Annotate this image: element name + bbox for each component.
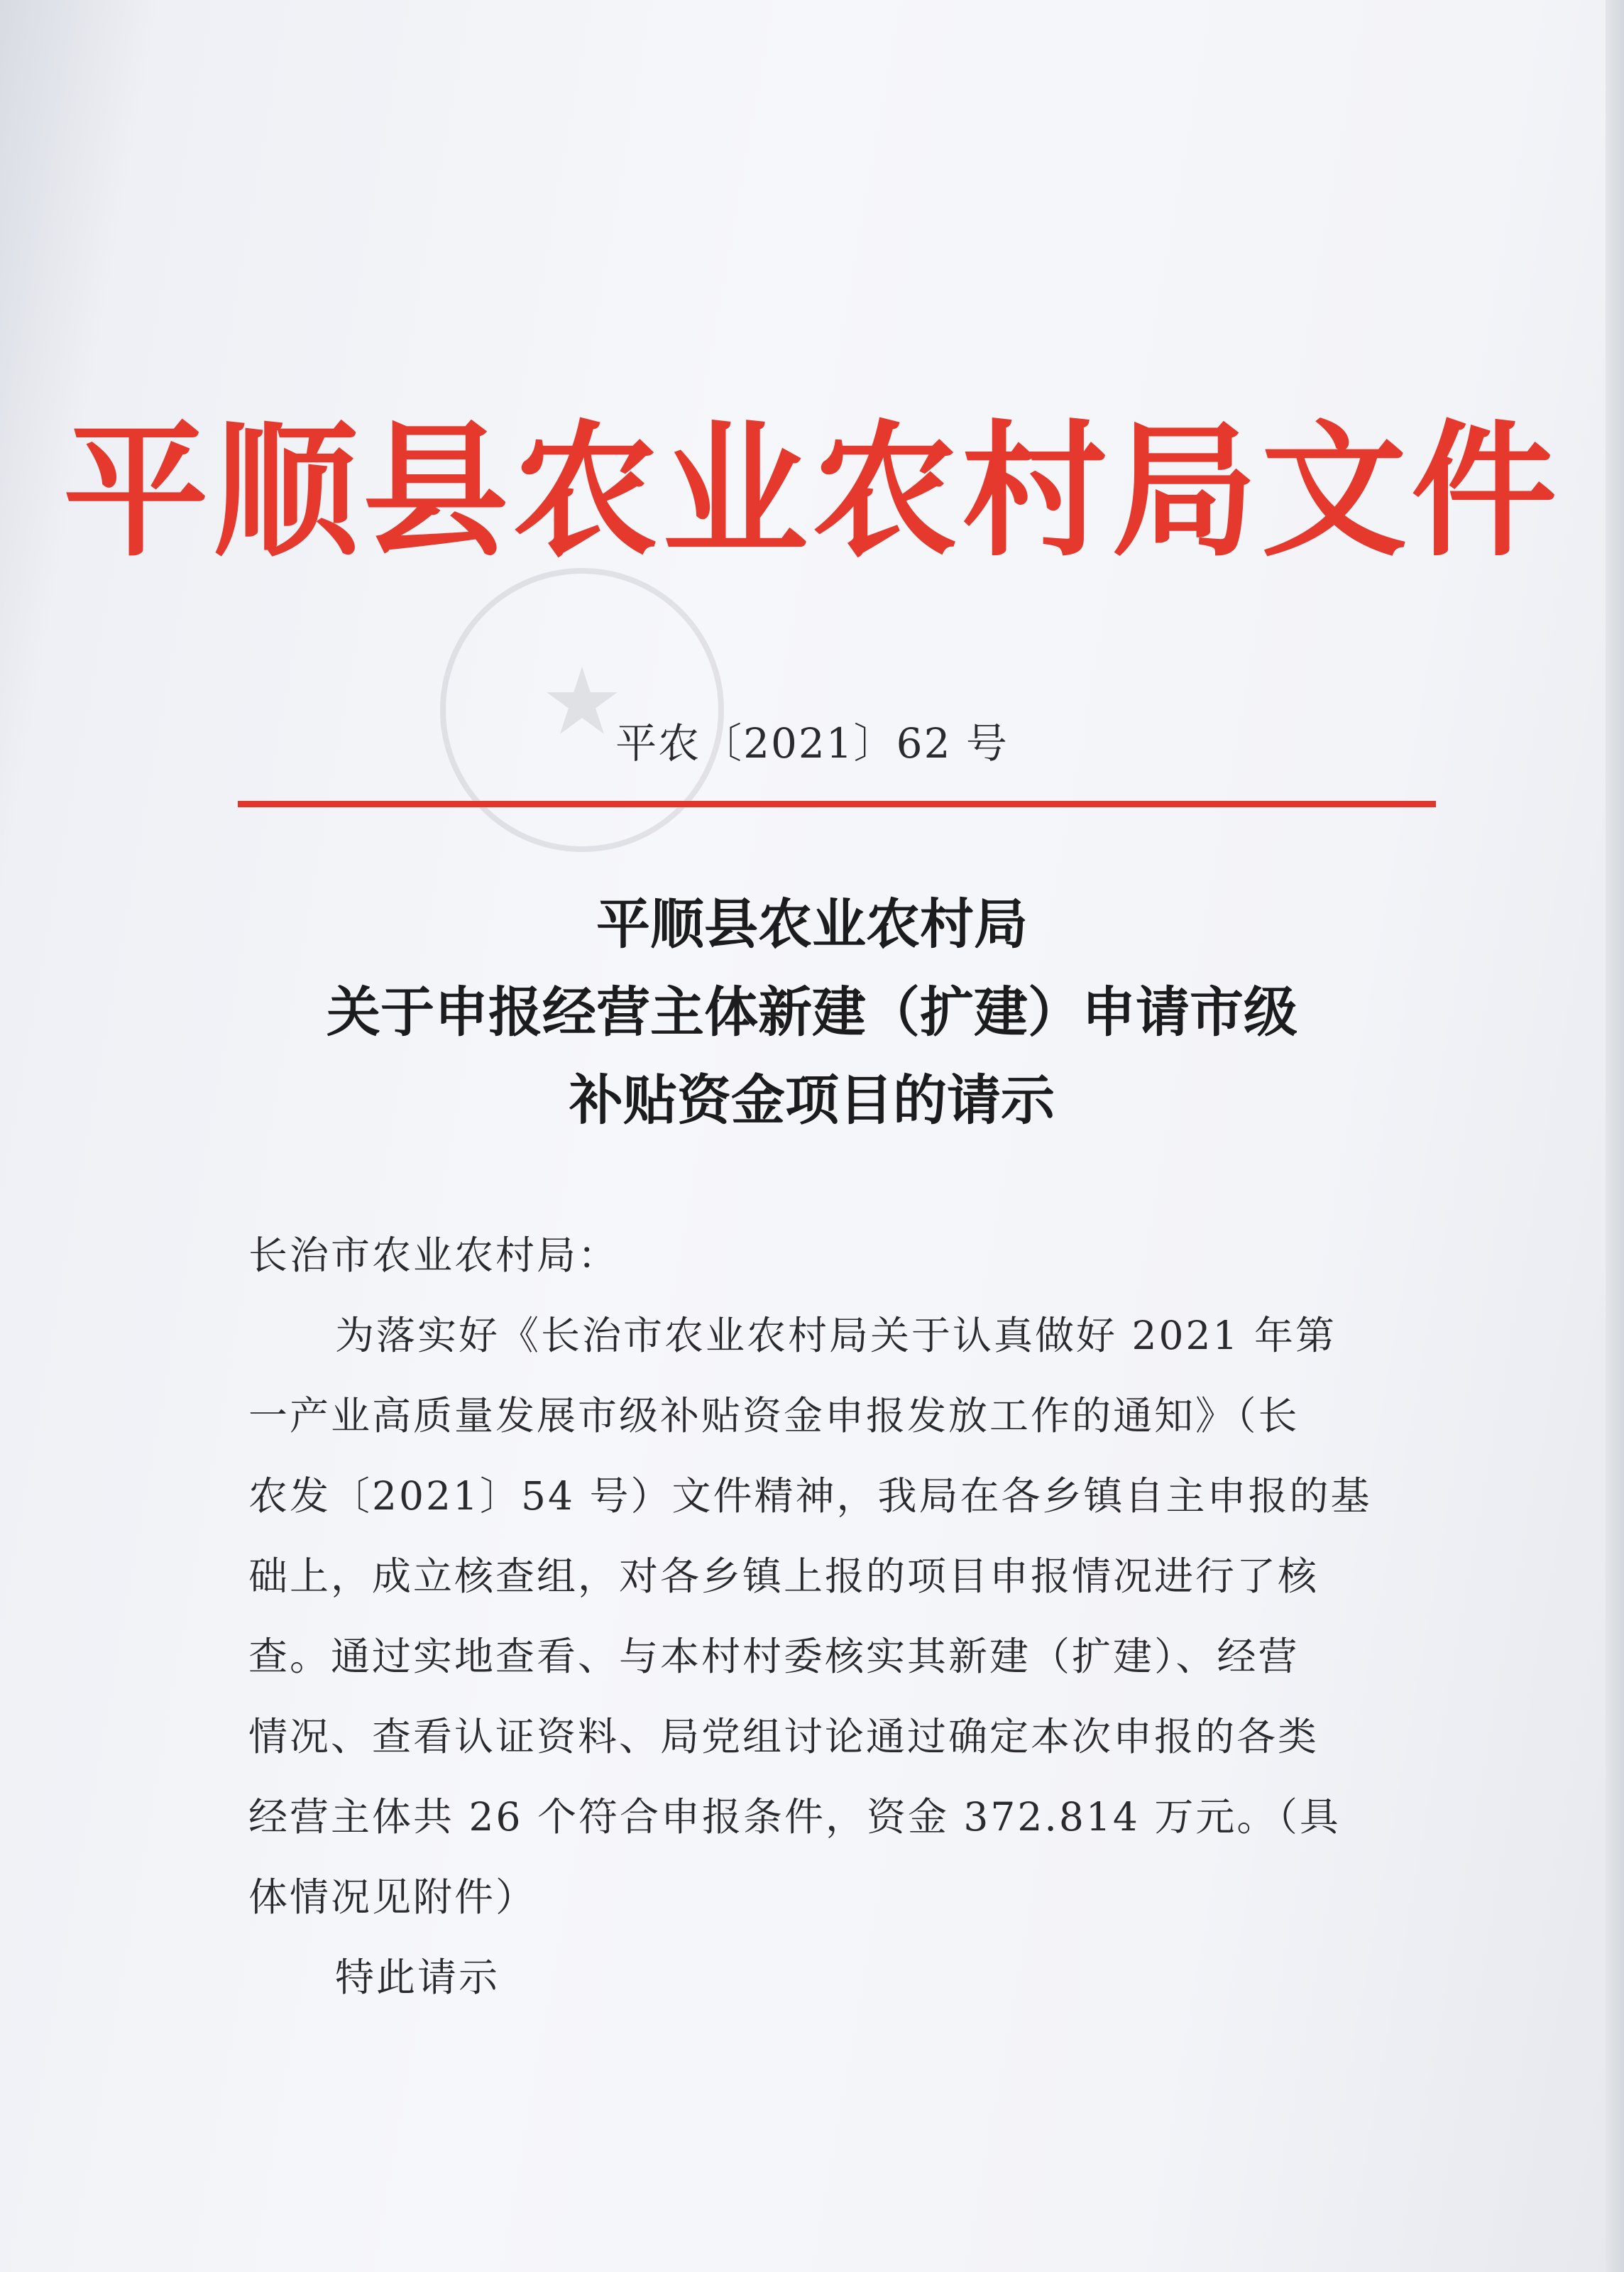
red-divider-rule	[238, 801, 1436, 807]
document-title	[0, 880, 1624, 1145]
letterhead-title: 平顺县农业农村局文件	[63, 406, 1561, 577]
title-line: 关于申报经营主体新建（扩建）申请市级	[327, 981, 1297, 1044]
body-line: 经营主体共 26 个符合申报条件，资金 372.814 万元。（具	[248, 1794, 1341, 1840]
document-number: 平农〔2021〕62 号	[615, 719, 1009, 768]
star-icon: ★	[540, 648, 624, 755]
faint-seal-imprint	[440, 568, 724, 852]
closing-remark: 特此请示	[335, 1955, 500, 2000]
body-line: 体情况见附件）	[248, 1874, 537, 1920]
addressee: 长治市农业农村局：	[248, 1233, 620, 1278]
body-line: 为落实好《长治市农业农村局关于认真做好 2021 年第	[335, 1313, 1337, 1358]
body-line: 查。通过实地查看、与本村村委核实其新建（扩建）、经营	[248, 1634, 1300, 1679]
body-line: 农发〔2021〕54 号）文件精神，我局在各乡镇自主申报的基	[248, 1473, 1372, 1519]
body-line: 一产业高质量发展市级补贴资金申报发放工作的通知》（长	[248, 1393, 1300, 1438]
document-body	[248, 1216, 1384, 2018]
body-line: 础上，成立核查组，对各乡镇上报的项目申报情况进行了核	[248, 1553, 1320, 1599]
title-line: 平顺县农业农村局	[596, 892, 1028, 956]
body-line: 情况、查看认证资料、局党组讨论通过确定本次申报的各类	[248, 1714, 1320, 1759]
title-line: 补贴资金项目的请示	[569, 1069, 1055, 1132]
body-paragraph	[248, 1296, 1384, 1938]
